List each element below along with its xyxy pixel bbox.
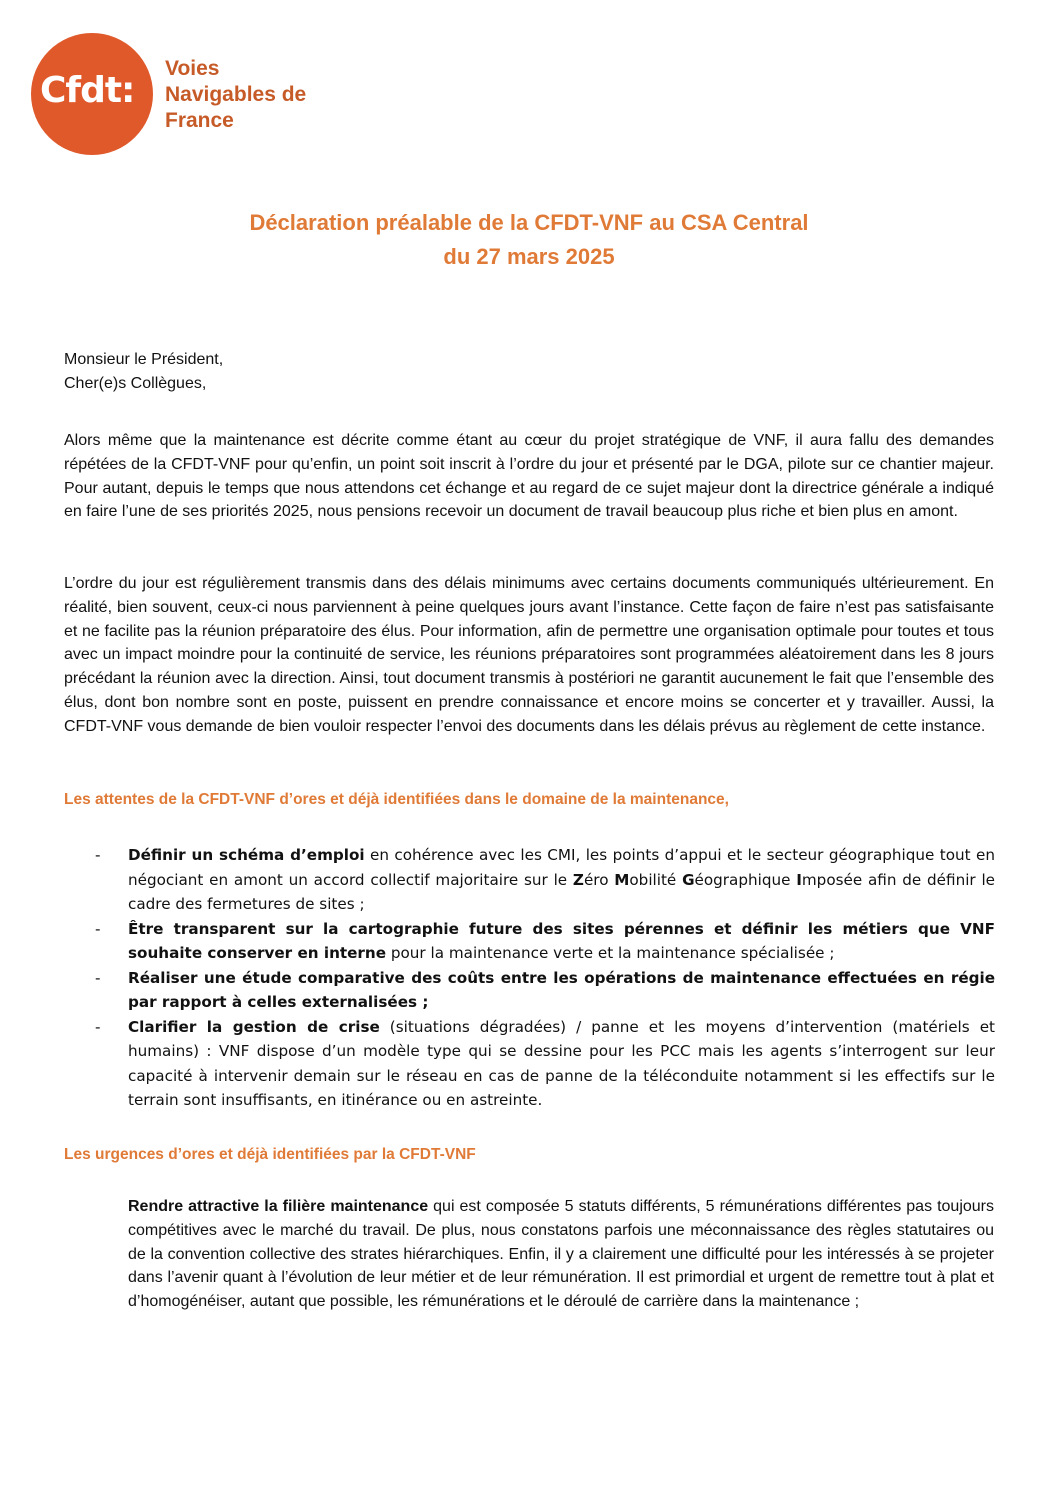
acronym-initial: Z [572, 870, 584, 889]
salutation [64, 348, 223, 396]
list-item [95, 1015, 995, 1113]
acronym-rest: éographique [694, 870, 797, 889]
cfdt-logo [31, 33, 155, 157]
item-bold-lead: Clarifier la gestion de crise [128, 1017, 380, 1036]
logo-mark: Cfdt: [40, 70, 135, 111]
title-line-1: Déclaration préalable de la CFDT-VNF au CSA Central [249, 210, 809, 235]
item-text: pour la maintenance verte et la maintenance spécialisée ; [386, 944, 835, 962]
list-item [95, 966, 995, 1015]
org-name [165, 56, 306, 134]
document-title [0, 206, 1058, 274]
title-line-2: du 27 mars 2025 [443, 244, 615, 269]
acronym-initial: I [796, 870, 802, 889]
dash-bullet-icon: - [95, 1017, 101, 1036]
expectations-list [95, 843, 995, 1113]
item-text: (situations dégradées) / panne et les moyens d’intervention (matériels et humains) : VNF dispose d’un modèle type qui se dessine pour les PCC mais les agents s’interrogent sur leur capacité à intervenir demain sur le réseau en cas de panne de la téléconduite notamment si les effectifs sur le terrain sont insuffisants, en itinérance ou en astreinte. [128, 1017, 995, 1109]
item-bold-lead: Rendre attractive la filière maintenance [128, 1198, 429, 1215]
acronym-rest: obilité [629, 870, 683, 889]
acronym-rest: éro [583, 870, 615, 889]
org-name-line: Voies [165, 57, 220, 80]
paragraph-agenda: L’ordre du jour est régulièrement transmis dans des délais minimums avec certains documents communiqués ultérieurement. En réalité, bien souvent, ceux-ci nous parviennent à peine quelques jours avant l’instance. Cette façon de faire n’est pas satisfaisante et ne facilite pas la réunion préparatoire des élus. Pour information, afin de permettre une organisation optimale pour toutes et tous avec un impact moindre pour la continuité de service, les réunions préparatoires sont programmées aléatoirement dans les 8 jours précédant la réunion avec la direction. Ainsi, tout document transmis à postériori ne garantit aucunement le fait que l’ensemble des élus, dont bon nombre sont en poste, puissent en prendre connaissance et encore moins se concerter et y travailler. Aussi, la CFDT-VNF vous demande de bien vouloir respecter l’envoi des documents dans les délais prévus au règlement de cette instance. [64, 575, 994, 735]
item-bold-lead: Être transparent sur la cartographie future des sites pérennes et définir les métiers que VNF souhaite conserver en interne [128, 919, 995, 962]
item-text: en cohérence avec les CMI, les points d’appui et le secteur géographique tout en négociant en amont un accord collectif majoritaire sur le [128, 846, 995, 889]
org-name-line: Navigables de [165, 83, 307, 106]
dash-bullet-icon: - [95, 846, 101, 864]
list-item [95, 917, 995, 966]
urgency-paragraph [128, 1195, 994, 1314]
dash-bullet-icon: - [95, 919, 101, 938]
item-bold-lead: Réaliser une étude comparative des coûts entre les opérations de maintenance effectuées en régie par rapport à celles externalisées ; [128, 968, 995, 1011]
item-bold-lead: Définir un schéma d’emploi [128, 846, 365, 864]
item-text: afin de définir le cadre des fermetures de sites ; [128, 870, 996, 913]
acronym-initial: G [682, 870, 695, 889]
salutation-line-2: Cher(e)s Collègues, [64, 374, 207, 392]
salutation-line-1: Monsieur le Président, [64, 351, 224, 368]
paragraph-intro: Alors même que la maintenance est décrite comme étant au cœur du projet stratégique de VNF, il aura fallu des demandes répétées de la CFDT-VNF pour qu’enfin, un point soit inscrit à l’ordre du jour et présenté par le DGA, pilote sur ce chantier majeur. Pour autant, depuis le temps que nous attendons cet échange et au regard de ce sujet majeur dont la directrice générale a indiqué en faire l’une de ses priorités 2025, nous pensions recevoir un document de travail beaucoup plus riche et bien plus en amont. [64, 432, 994, 521]
acronym-rest: mposée [801, 870, 863, 889]
section-heading-urgencies: Les urgences d’ores et déjà identifiées par la CFDT-VNF [64, 1146, 476, 1163]
dash-bullet-icon: - [95, 968, 101, 987]
org-name-line: France [165, 109, 234, 132]
list-item [95, 843, 995, 917]
section-heading-expectations: Les attentes de la CFDT-VNF d’ores et déjà identifiées dans le domaine de la maintenance, [64, 791, 729, 808]
acronym-initial: M [614, 870, 630, 889]
item-text: qui est composée 5 statuts différents, 5 rémunérations différentes pas toujours compétitives avec le marché du travail. De plus, nous constatons parfois une méconnaissance des règles statutaires ou de la convention collective des strates hiérarchiques. Enfin, il y a clairement une difficulté pour les intéressés à se projeter dans l’avenir quant à l’évolution de leur métier et de leur rémunération. Il est primordial et urgent de remettre tout à plat et d’homogénéiser, autant que possible, les rémunérations et le déroulé de carrière dans la maintenance ; [128, 1198, 994, 1311]
